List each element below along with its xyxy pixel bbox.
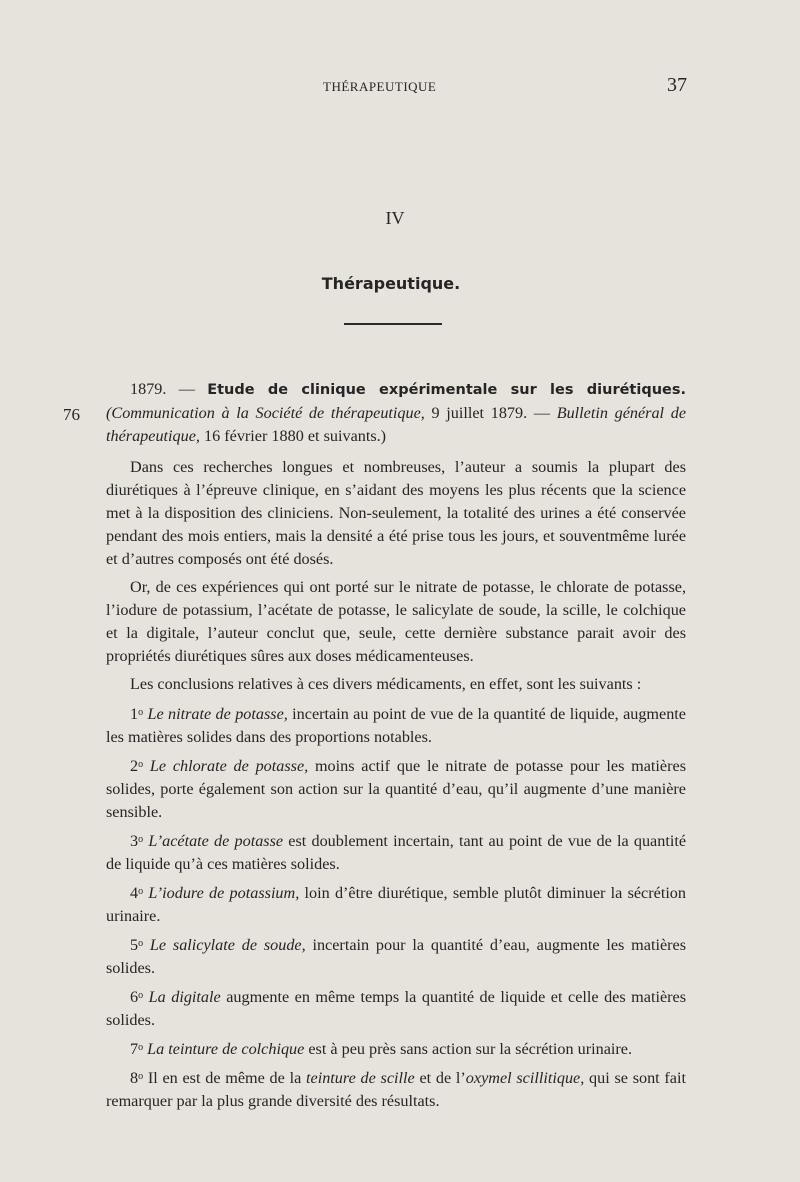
ordinal-mark: o xyxy=(138,1071,144,1082)
ordinal-mark: o xyxy=(138,707,144,718)
section-title-text: Thérapeutique. xyxy=(321,274,461,293)
item-number: 3 xyxy=(130,832,139,850)
ordinal-mark: o xyxy=(138,1042,144,1053)
item-number: 7 xyxy=(130,1040,139,1058)
entry-dash: — xyxy=(166,380,208,398)
item-substance: La teinture de colchique xyxy=(147,1040,305,1058)
list-item xyxy=(106,932,686,980)
entry-reference-1: (Communication à la Société de thérapeutique, xyxy=(106,404,425,422)
item-text: incertain au point de vue de la quantité de liquide, augmente les matières solides dans des proportions notables. xyxy=(106,705,686,746)
item-substance: teinture de scille xyxy=(306,1069,415,1087)
ordinal-mark: o xyxy=(138,834,144,845)
ordinal-mark: o xyxy=(138,938,144,949)
entry-title: Etude de clinique expérimentale sur les diurétiques. xyxy=(207,382,687,398)
item-text: incertain pour la quantité d’eau, augmente les matières solides. xyxy=(106,936,686,977)
entry-year: 1879. xyxy=(130,380,167,398)
item-substance: Le chlorate de potasse, xyxy=(149,757,309,775)
body-text xyxy=(106,378,686,1117)
section-title xyxy=(0,274,800,293)
item-substance: La digitale xyxy=(148,988,221,1006)
item-number: 1 xyxy=(130,705,139,723)
list-item xyxy=(106,984,686,1032)
entry-reference-4: 16 février 1880 et suivants.) xyxy=(199,427,387,445)
ordinal-mark: o xyxy=(138,886,144,897)
item-text: moins actif que le nitrate de potasse pour les matières solides, porte également son action sur la quantité d’eau, qu’il augmente d’une manière sensible. xyxy=(106,757,686,821)
paragraph: Dans ces recherches longues et nombreuses, l’auteur a soumis la plupart des diurétiques à l’épreuve clinique, en s’aidant des moyens les plus récents que la science met à la disposition des cliniciens. Non-seulement, la totalité des urines a été conservée pendant des mois entiers, mais la densité a été prise tous les jours, et souventmême lurée et d’autres composés ont été dosés. xyxy=(106,458,686,568)
entry-heading xyxy=(106,378,686,448)
item-number: 4 xyxy=(130,884,139,902)
item-text: Il en est de même de la xyxy=(143,1069,307,1087)
list-item xyxy=(106,753,686,824)
section-numeral xyxy=(0,208,800,229)
item-substance: L’acétate de potasse xyxy=(148,832,284,850)
item-number: 6 xyxy=(130,988,139,1006)
item-text: est à peu près sans action sur la sécrétion urinaire. xyxy=(304,1040,633,1058)
page-number: 37 xyxy=(667,74,687,96)
item-substance: Le nitrate de potasse, xyxy=(147,705,288,723)
item-text: qui se sont fait remarquer par la plus grande diversité des résultats. xyxy=(106,1069,686,1110)
paragraph: Les conclusions relatives à ces divers médicaments, en effet, sont les suivants : xyxy=(130,675,642,693)
list-item xyxy=(106,1036,686,1061)
list-item xyxy=(106,880,686,928)
ordinal-mark: o xyxy=(138,759,144,770)
title-rule xyxy=(344,323,442,325)
section-numeral-text: IV xyxy=(385,208,405,228)
item-number: 5 xyxy=(130,936,139,954)
entry-reference-2: 9 juillet 1879. — xyxy=(424,404,557,422)
item-number: 2 xyxy=(130,757,139,775)
item-number: 8 xyxy=(130,1069,139,1087)
running-title: THÉRAPEUTIQUE xyxy=(323,79,437,94)
item-substance: oxymel scillitique, xyxy=(465,1069,585,1087)
margin-note: 76 xyxy=(63,405,80,424)
item-text: est doublement incertain, tant au point de vue de la quantité de liquide qu’à ces matières solides. xyxy=(106,832,687,873)
item-text: loin d’être diurétique, semble plutôt diminuer la sécrétion urinaire. xyxy=(106,884,686,925)
running-head xyxy=(0,74,800,98)
list-item xyxy=(106,1065,686,1113)
list-item xyxy=(106,828,686,876)
list-item xyxy=(106,701,686,749)
item-text: augmente en même temps la quantité de liquide et celle des matières solides. xyxy=(106,988,686,1029)
item-text: et de l’ xyxy=(414,1069,466,1087)
entry-reference-3: Bulletin général de thérapeutique, xyxy=(106,404,687,445)
ordinal-mark: o xyxy=(138,990,144,1001)
paragraph: Or, de ces expériences qui ont porté sur le nitrate de potasse, le chlorate de potasse, l’iodure de potassium, l’acétate de potasse, le salicylate de soude, la scille, le colchique et la digitale, l’auteur conclut que, seule, cette dernière substance parait avoir des propriétés diurétiques sûres aux doses médicamenteuses. xyxy=(106,578,686,665)
item-substance: L’iodure de potassium, xyxy=(148,884,300,902)
item-substance: Le salicylate de soude, xyxy=(149,936,306,954)
